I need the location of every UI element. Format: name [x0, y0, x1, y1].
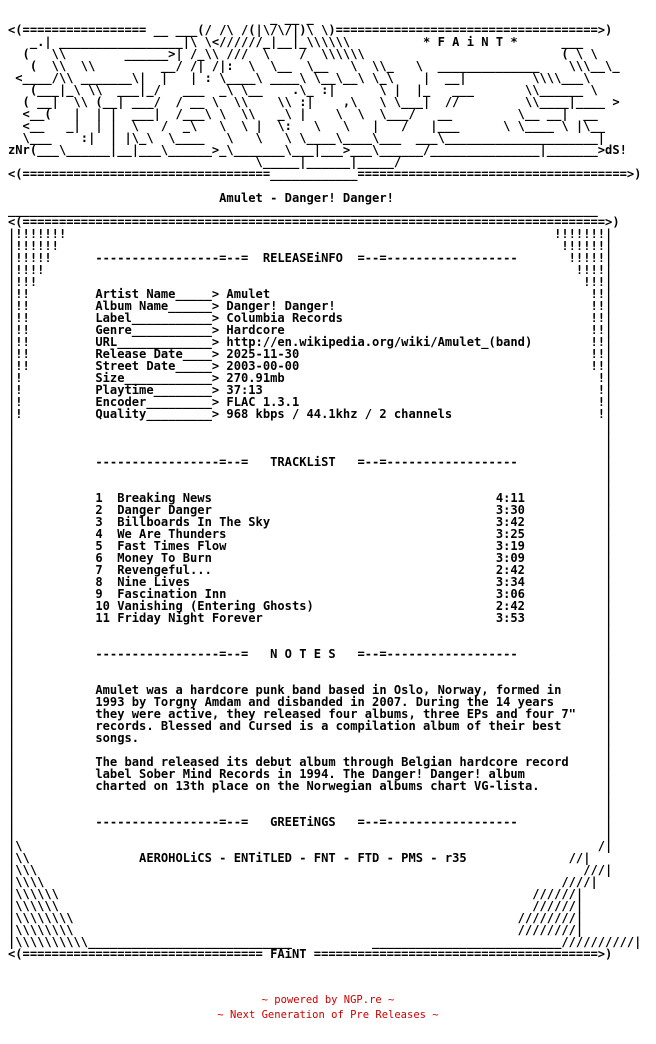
nfo-line: |! Encoder_________> FLAC 1.3.1 !|: [8, 395, 613, 409]
nfo-line: <__( | | | ___| /___\ \ \\ _\ | \ \ \___/ __ \__ __| __: [8, 107, 598, 121]
nfo-line: | |: [8, 467, 613, 481]
nfo-line: |\\\\ ////|: [8, 875, 598, 889]
nfo-line: <__ _| | | \ / _\ \ \ | \: \ \ | / |___ \ \____ \ |\__: [8, 119, 606, 133]
nfo-line: | |: [8, 671, 613, 685]
nfo-line: | |: [8, 431, 613, 445]
nfo-line: | 7 Revengeful... 2:42 |: [8, 563, 613, 577]
nfo-line: |!! Genre___________> Hardcore !!|: [8, 323, 613, 337]
nfo-line: |!! Artist Name_____> Amulet !!|: [8, 287, 613, 301]
nfo-line: |\\\\\\\\\\____________________________ __________________________//////////|: [8, 935, 642, 949]
nfo-line: | songs. |: [8, 731, 613, 745]
nfo-line: | 1 Breaking News 4:11 |: [8, 491, 613, 505]
nfo-line: |!!! !!!|: [8, 275, 613, 289]
footer: [0, 993, 656, 1023]
nfo-line: | |: [8, 827, 613, 841]
nfo-line: _________________________________________________________________________________: [8, 203, 598, 217]
tagline-text: ~ Next Generation of Pre Releases ~: [217, 1009, 439, 1021]
nfo-line: | 8 Nine Lives 3:34 |: [8, 575, 613, 589]
nfo-line: | 5 Fast Times Flow 3:19 |: [8, 539, 613, 553]
nfo-line: Amulet - Danger! Danger!: [8, 191, 394, 205]
nfo-line: |!!!!! -----------------=--= RELEASEiNFO =--=------------------ !!!!!|: [8, 251, 613, 265]
nfo-line: | 3 Billboards In The Sky 3:42 |: [8, 515, 613, 529]
nfo-line: (___|_\ \\ ___|_/ ___ _\ \__ .\_ :| \ | |_ ___ \\______ \: [8, 83, 598, 97]
nfo-line: |\\ AEROHOLiCS - ENTiTLED - FNT - FTD - PMS - r35 //|: [8, 851, 591, 865]
nfo-line: |!! Label___________> Columbia Records !!|: [8, 311, 613, 325]
nfo-line: _.| _________________|\ \<//////_|__|_\\\\\\ * F A i N T * ___: [8, 35, 584, 49]
nfo-line: | -----------------=--= N O T E S =--=------------------ |: [8, 647, 613, 661]
nfo-line: | |: [8, 803, 613, 817]
nfo-line: | |: [8, 419, 613, 433]
nfo-line: <(==================================____________=====================================>): [8, 167, 642, 181]
nfo-line: | records. Blessed and Cursed is a compilation album of their best |: [8, 719, 613, 733]
nfo-line: | |: [8, 659, 613, 673]
nfo-line: |\\\\\\\\ ////////|: [8, 911, 584, 925]
nfo-line: |! Size____________> 270.91mb !|: [8, 371, 613, 385]
nfo-line: | 6 Money To Burn 3:09 |: [8, 551, 613, 565]
nfo-line: |!!!! !!!!|: [8, 263, 613, 277]
nfo-line: | 1993 by Torgny Amdam and disbanded in 2007. During the 14 years |: [8, 695, 613, 709]
nfo-line: | 10 Vanishing (Entering Ghosts) 2:42 |: [8, 599, 613, 613]
nfo-line: ( __| \\ (__| ___/ / __ \ \\ \\ :| ,\ \ \___| // \\____|____ >: [8, 95, 620, 109]
nfo-line: | 4 We Are Thunders 3:25 |: [8, 527, 613, 541]
nfo-line: |\\\\\\ //////|: [8, 899, 584, 913]
nfo-line: | 2 Danger Danger 3:30 |: [8, 503, 613, 517]
nfo-line: ( \\ \\ __/ /| /|: \ \__ \__ \ \\_ \ ______________ \\\__\_: [8, 59, 620, 73]
nfo-line: | 9 Fascination Inn 3:06 |: [8, 587, 613, 601]
nfo-line: | 11 Friday Night Forever 3:53 |: [8, 611, 613, 625]
nfo-line: |\\\ ///|: [8, 863, 613, 877]
powered-by-text: ~ powered by NGP.re ~: [261, 994, 395, 1006]
nfo-line: | -----------------=--= TRACKLiST =--=------------------ |: [8, 455, 613, 469]
nfo-line: | they were active, they released four albums, three EPs and four 7" |: [8, 707, 613, 721]
nfo-line: <(================================= FAiNT =======================================>): [8, 947, 613, 961]
nfo-line: \___ :| | |\_\ \____ \ \ \ \____\____\___ ___\_____________________|: [8, 131, 606, 145]
nfo-line: | -----------------=--= GREETiNGS =--=------------------ |: [8, 815, 613, 829]
nfo-line: | |: [8, 479, 613, 493]
nfo-line: |!! URL_____________> http://en.wikipedia.org/wiki/Amulet_(band) !!|: [8, 335, 613, 349]
nfo-line: |!! Street Date_____> 2003-00-00 !!|: [8, 359, 613, 373]
nfo-line: ( \\ ______>| /_\\ /// \ / \\\\\\ ( \ \: [8, 47, 598, 61]
nfo-line: | The band released its debut album through Belgian hardcore record |: [8, 755, 613, 769]
nfo-line: <____/\\ _______\| | | : \____\ ____\ \__\__\ \_\ | __| \\\\___\: [8, 71, 591, 85]
nfo-line: |\\\\\\ //////|: [8, 887, 584, 901]
nfo-line: <(================= __ ___(/ /\ /(|\/\/|)\ \)====================================>): [8, 23, 613, 37]
nfo-line: | charted on 13th place on the Norwegian albums chart VG-lista. |: [8, 779, 613, 793]
nfo-line: | |: [8, 623, 613, 637]
nfo-line: | label Sober Mind Records in 1994. The Danger! Danger! album |: [8, 767, 613, 781]
nfo-line: |!!!!!! !!!!!!|: [8, 239, 613, 253]
nfo-line: <(================================================================================>): [8, 215, 620, 229]
nfo-line: | |: [8, 743, 613, 757]
nfo-line: |!! Album Name______> Danger! Danger! !!|: [8, 299, 613, 313]
nfo-line: |!! Release Date____> 2025-11-30 !!|: [8, 347, 613, 361]
nfo-line: |!!!!!!! !!!!!!!|: [8, 227, 613, 241]
nfo-line: zNr(___\______|__|___\______>_\_______\___|___>___\______/_______________|_______>dS!: [8, 143, 627, 157]
nfo-line: \_____|______|_____/: [8, 155, 402, 169]
nfo-line: | |: [8, 443, 613, 457]
nfo-line: |\\\\\\\\ ////////|: [8, 923, 584, 937]
nfo-line: | |: [8, 791, 613, 805]
nfo-document: [8, 12, 641, 960]
nfo-line: _ __ _: [8, 11, 314, 25]
nfo-line: |\ /|: [8, 839, 613, 853]
nfo-line: |! Playtime________> 37:13 !|: [8, 383, 613, 397]
nfo-line: | Amulet was a hardcore punk band based in Oslo, Norway, formed in |: [8, 683, 613, 697]
nfo-line: | |: [8, 635, 613, 649]
nfo-line: |! Quality_________> 968 kbps / 44.1khz / 2 channels !|: [8, 407, 613, 421]
